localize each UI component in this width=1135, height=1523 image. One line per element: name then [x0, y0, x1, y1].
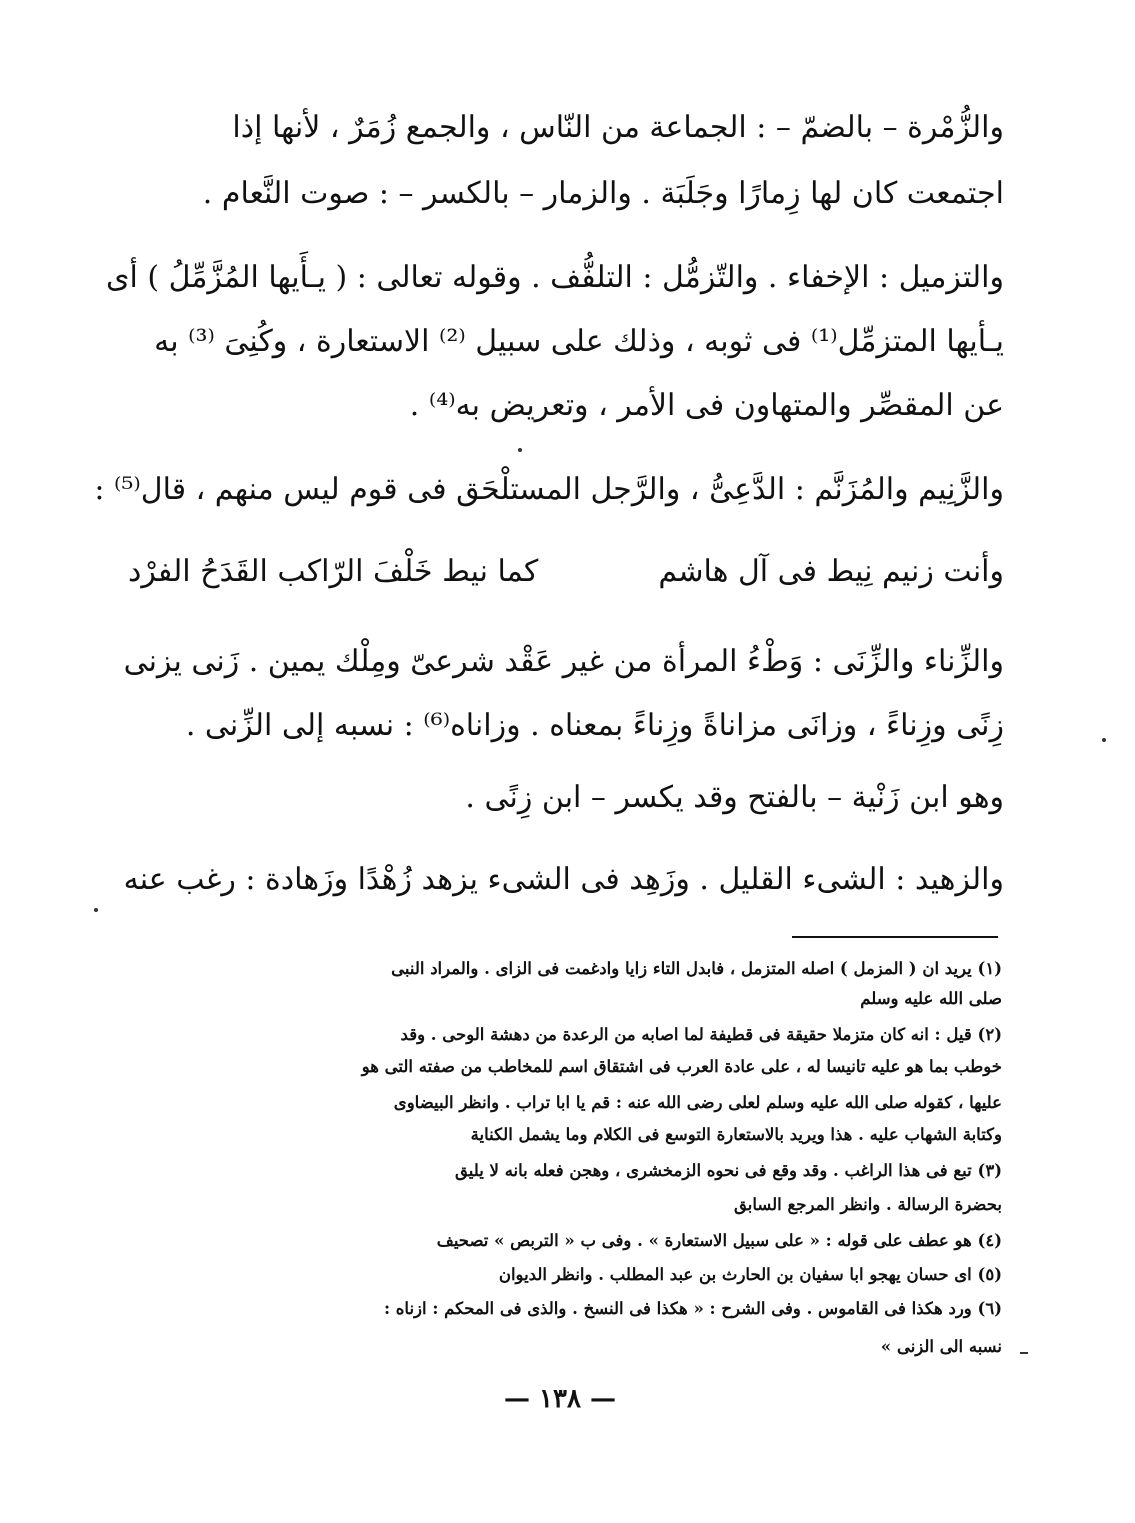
scan-speck — [1102, 738, 1106, 742]
text-line: والزَّنِيم والمُزَنَّم : الدَّعِىُّ ، والرَّجل المستلْحَق فى قوم ليس منهم ، قال⁽⁵⁾ : — [94, 472, 1004, 507]
footnote-line: (١) يريد ان ( المزمل ) اصله المتزمل ، فابدل التاء زايا وادغمت فى الزاى . والمراد النبى — [391, 959, 1002, 978]
scan-speck — [94, 908, 98, 912]
footnote-line: صلى الله عليه وسلم — [860, 989, 1002, 1008]
scan-speck — [518, 448, 522, 452]
text-line: وهو ابن زَنْية – بالفتح وقد يكسر – ابن زِنًى . — [465, 780, 1004, 815]
footnote-line: بحضرة الرسالة . وانظر المرجع السابق — [734, 1195, 1002, 1214]
footnote-line: خوطب بما هو عليه تانيسا له ، على عادة العرب فى اشتقاق اسم للمخاطب من صفته التى هو — [361, 1057, 1002, 1076]
footnotes — [94, 0, 1004, 1380]
text-line: عن المقصِّر والمتهاون فى الأمر ، وتعريض به⁽⁴⁾ . — [409, 388, 1004, 423]
footnote-line: نسبه الى الزنى » — [880, 1337, 1002, 1356]
text-line: والزِّناء والزِّنَى : وَطْءُ المرأة من غير عَقْد شرعىّ ومِلْك يمين . زَنى يزنى — [123, 644, 1004, 679]
verse-hemistich-1: وأنت زنيم نِيط فى آل هاشم — [658, 554, 1004, 589]
text-line: والزُّمْرة – بالضمّ – : الجماعة من النّاس ، والجمع زُمَرٌ ، لأنها إذا — [232, 110, 1004, 145]
verse-hemistich-2: كما نيط خَلْفَ الرّاكب القَدَحُ الفرْد — [128, 554, 539, 589]
page-number: — ١٣٨ — — [503, 1384, 617, 1414]
footnote-line: (٤) هو عطف على قوله : « على سبيل الاستعارة » . وفى ب « التربص » تصحيف — [436, 1231, 1002, 1250]
footnote-line: (٢) قيل : انه كان متزملا حقيقة فى قطيفة لما اصابه من الرعدة من دهشة الوحى . وقد — [400, 1025, 1002, 1044]
text-line: يـأيها المتزمِّل⁽¹⁾ فى ثوبه ، وذلك على سبيل ⁽²⁾ الاستعارة ، وكُنِىَ ⁽³⁾ به — [154, 324, 1004, 359]
text-line: والزهيد : الشىء القليل . وزَهِد فى الشىء يزهد زُهْدًا وزَهادة : رغب عنه — [123, 862, 1004, 897]
footnote-line: (٦) ورد هكذا فى القاموس . وفى الشرح : « هكذا فى النسخ . والذى فى المحكم : ازناه : — [383, 1299, 1002, 1318]
footnote-line: عليها ، كقوله صلى الله عليه وسلم لعلى رضى الله عنه : قم يا ابا تراب . وانظر البيضاوى — [393, 1093, 1002, 1112]
text-line: والتزميل : الإخفاء . والتّزمُّل : التلفُّف . وقوله تعالى : ( يـأَيها المُزَّمِّلُ ) أى — [106, 260, 1004, 295]
scan-speck — [1020, 1352, 1028, 1354]
footnote-line: (٥) اى حسان يهجو ابا سفيان بن الحارث بن عبد المطلب . وانظر الديوان — [498, 1265, 1002, 1284]
text-line: اجتمعت كان لها زِمارًا وجَلَبَة . والزمار – بالكسر – : صوت النَّعام . — [202, 176, 1004, 211]
footnote-line: وكتابة الشهاب عليه . هذا ويريد بالاستعارة التوسع فى الكلام وما يشمل الكناية — [470, 1125, 1002, 1144]
text-line: زِنًى وزِناءً ، وزانَى مزاناةً وزِناءً بمعناه . وزاناه⁽⁶⁾ : نسبه إلى الزِّنى . — [185, 708, 1004, 743]
footnote-line: (٣) تبع فى هذا الراغب . وقد وقع فى نحوه الزمخشرى ، وهجن فعله بانه لا يليق — [455, 1161, 1002, 1180]
